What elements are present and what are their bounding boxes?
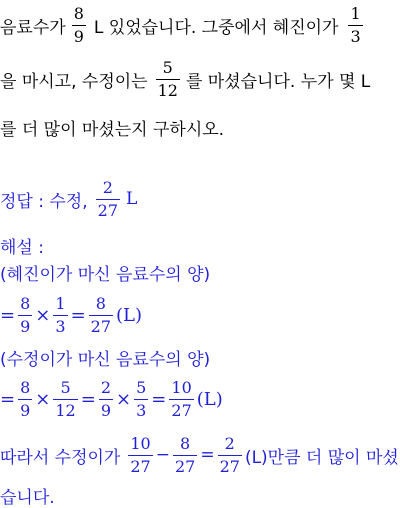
problem-text: 음료수가 <box>0 17 66 38</box>
fraction: $\frac{1}{3}$ <box>350 3 361 46</box>
fraction: $\frac{8}{9}$ <box>20 293 31 336</box>
fraction: $\frac{10}{27}$ <box>171 377 192 420</box>
fraction: $\frac{8}{27}$ <box>90 293 112 336</box>
sujeong-label: (수정이가 마신 음료수의 양) <box>0 349 211 370</box>
fraction: $\frac{5}{3}$ <box>136 377 147 420</box>
conclusion-tail: 습니다. <box>0 487 55 508</box>
fraction: $\frac{8}{9}$ <box>73 3 84 46</box>
fraction: $\frac{1}{3}$ <box>55 293 66 336</box>
fraction: $\frac{10}{27}$ <box>130 433 151 476</box>
problem-line-3 <box>0 114 224 140</box>
problem-text: 를 마셨습니다. 누가 몇 L <box>185 71 371 92</box>
problem-text: L 있었습니다. 그중에서 혜진이가 <box>93 17 339 38</box>
sujeong-equation: = $\frac{8}{9}$ × $\frac{5}{12}$ = $\frac{2}{9}$ × $\frac{5}{3}$ = $\frac{10}{27}$ (L) <box>0 377 223 420</box>
fraction: $\frac{5}{12}$ <box>157 57 178 100</box>
conclusion-line: 따라서 수정이가 $\frac{10}{27}$ − $\frac{8}{27}$ = $\frac{2}{27}$ (L)만큼 더 많이 마셨 <box>0 433 399 476</box>
fraction: $\frac{5}{12}$ <box>55 377 76 420</box>
hyejin-equation: = $\frac{8}{9}$ × $\frac{1}{3}$ = $\frac{8}{27}$ (L) <box>0 293 143 336</box>
hyejin-label: (혜진이가 마신 음료수의 양) <box>0 264 211 285</box>
problem-line-1 <box>0 2 366 48</box>
explanation-label: 해설 : <box>0 237 44 258</box>
fraction: $\frac{2}{27}$ <box>219 433 240 476</box>
problem-text: 를 더 많이 마셨는지 구하시오. <box>0 119 225 140</box>
fraction: $\frac{8}{27}$ <box>174 433 196 476</box>
unit: L <box>126 189 138 209</box>
problem-text: 을 마시고, 수정이는 <box>0 71 148 92</box>
answer-label: 정답 : 수정, <box>0 191 88 212</box>
fraction: $\frac{2}{27}$ <box>97 177 118 220</box>
answer-line <box>0 176 137 222</box>
fraction: $\frac{2}{9}$ <box>100 377 112 420</box>
fraction: $\frac{8}{9}$ <box>20 377 31 420</box>
problem-line-2 <box>0 56 370 102</box>
